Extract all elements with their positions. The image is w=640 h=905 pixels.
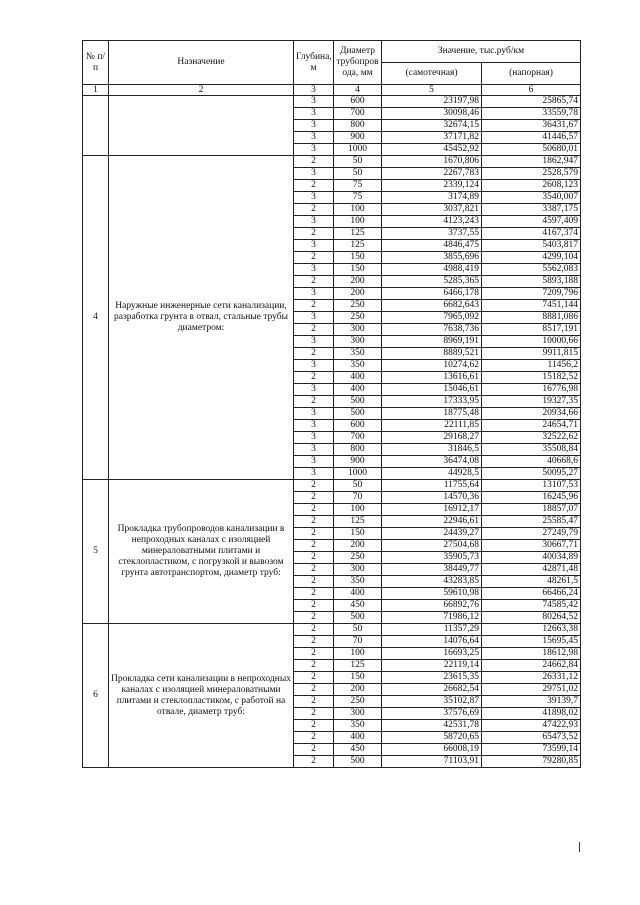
depth-cell: 2 (294, 696, 334, 708)
pressure-value-cell: 12663,38 (482, 624, 581, 636)
depth-cell: 2 (294, 744, 334, 756)
gravity-value-cell: 31846,5 (382, 444, 482, 456)
gravity-value-cell: 42531,78 (382, 720, 482, 732)
depth-cell: 2 (294, 204, 334, 216)
pressure-value-cell: 73599,14 (482, 744, 581, 756)
diameter-cell: 125 (334, 240, 382, 252)
pressure-value-cell: 24654,71 (482, 420, 581, 432)
pressure-value-cell: 50095,27 (482, 468, 581, 480)
depth-cell: 3 (294, 444, 334, 456)
diameter-cell: 400 (334, 384, 382, 396)
gravity-value-cell: 8969,191 (382, 336, 482, 348)
depth-cell: 2 (294, 672, 334, 684)
diameter-cell: 400 (334, 732, 382, 744)
pressure-value-cell: 65473,52 (482, 732, 581, 744)
table-row (83, 96, 581, 108)
pressure-value-cell: 2528,579 (482, 168, 581, 180)
gravity-value-cell: 14076,64 (382, 636, 482, 648)
gravity-value-cell: 3037,821 (382, 204, 482, 216)
depth-cell: 2 (294, 684, 334, 696)
gravity-value-cell: 38449,77 (382, 564, 482, 576)
diameter-cell: 500 (334, 612, 382, 624)
depth-cell: 2 (294, 612, 334, 624)
pressure-value-cell: 41898,02 (482, 708, 581, 720)
gravity-value-cell: 4988,419 (382, 264, 482, 276)
depth-cell: 3 (294, 96, 334, 108)
diameter-cell: 100 (334, 216, 382, 228)
gravity-value-cell: 43283,85 (382, 576, 482, 588)
gravity-value-cell: 37576,69 (382, 708, 482, 720)
section-number (83, 96, 109, 156)
pressure-value-cell: 1862,947 (482, 156, 581, 168)
depth-cell: 2 (294, 300, 334, 312)
pressure-value-cell: 41446,57 (482, 132, 581, 144)
depth-cell: 3 (294, 144, 334, 156)
diameter-cell: 700 (334, 108, 382, 120)
diameter-cell: 50 (334, 480, 382, 492)
pressure-value-cell: 32522,62 (482, 432, 581, 444)
gravity-value-cell: 58720,65 (382, 732, 482, 744)
depth-cell: 2 (294, 492, 334, 504)
pressure-value-cell: 48261,5 (482, 576, 581, 588)
diameter-cell: 350 (334, 720, 382, 732)
diameter-cell: 150 (334, 252, 382, 264)
depth-cell: 3 (294, 456, 334, 468)
gravity-value-cell: 7638,736 (382, 324, 482, 336)
table-body (83, 96, 581, 768)
diameter-cell: 200 (334, 540, 382, 552)
header-number: № п/п (83, 41, 109, 85)
pressure-value-cell: 15182,52 (482, 372, 581, 384)
pressure-value-cell: 18857,07 (482, 504, 581, 516)
gravity-value-cell: 16693,25 (382, 648, 482, 660)
pressure-value-cell: 7209,796 (482, 288, 581, 300)
section-purpose: Наружные инженерные сети канализации, разработка грунта в отвал, стальные трубы диаметром: (109, 156, 294, 480)
diameter-cell: 500 (334, 756, 382, 768)
gravity-value-cell: 35905,73 (382, 552, 482, 564)
depth-cell: 3 (294, 240, 334, 252)
gravity-value-cell: 15046,61 (382, 384, 482, 396)
depth-cell: 3 (294, 264, 334, 276)
diameter-cell: 600 (334, 420, 382, 432)
diameter-cell: 250 (334, 696, 382, 708)
pressure-value-cell: 50680,01 (482, 144, 581, 156)
depth-cell: 2 (294, 348, 334, 360)
depth-cell: 2 (294, 648, 334, 660)
depth-cell: 2 (294, 708, 334, 720)
diameter-cell: 350 (334, 348, 382, 360)
pressure-value-cell: 80264,52 (482, 612, 581, 624)
depth-cell: 2 (294, 576, 334, 588)
gravity-value-cell: 59610,98 (382, 588, 482, 600)
pressure-value-cell: 8881,086 (482, 312, 581, 324)
diameter-cell: 700 (334, 432, 382, 444)
depth-cell: 2 (294, 720, 334, 732)
depth-cell: 2 (294, 276, 334, 288)
depth-cell: 2 (294, 180, 334, 192)
pressure-value-cell: 74585,42 (482, 600, 581, 612)
pressure-value-cell: 26331,12 (482, 672, 581, 684)
section-purpose: Прокладка трубопроводов канализации в непроходных каналах с изоляцией минераловатными плитами и стеклопластиком, с погрузкой и вывозом грунта автотранспортом, диаметр труб: (109, 480, 294, 624)
gravity-value-cell: 66008,19 (382, 744, 482, 756)
gravity-value-cell: 14570,36 (382, 492, 482, 504)
header-value: Значение, тыс.руб/км (382, 41, 581, 63)
table-row (83, 480, 581, 492)
depth-cell: 3 (294, 432, 334, 444)
section-purpose: Прокладка сети канализации в непроходных каналах с изоляцией минераловатными плитами и стеклопластиком, с работой на отвале, диаметр труб: (109, 624, 294, 768)
gravity-value-cell: 71986,12 (382, 612, 482, 624)
diameter-cell: 900 (334, 456, 382, 468)
depth-cell: 2 (294, 588, 334, 600)
pressure-value-cell: 4299,104 (482, 252, 581, 264)
column-index: 3 (294, 85, 334, 96)
depth-cell: 2 (294, 732, 334, 744)
column-index-row (83, 85, 581, 96)
pressure-value-cell: 15695,45 (482, 636, 581, 648)
depth-cell: 3 (294, 168, 334, 180)
diameter-cell: 450 (334, 744, 382, 756)
column-index: 6 (482, 85, 581, 96)
diameter-cell: 200 (334, 288, 382, 300)
depth-cell: 2 (294, 528, 334, 540)
depth-cell: 3 (294, 420, 334, 432)
pressure-value-cell: 3540,007 (482, 192, 581, 204)
diameter-cell: 200 (334, 276, 382, 288)
gravity-value-cell: 17333,95 (382, 396, 482, 408)
gravity-value-cell: 45452,92 (382, 144, 482, 156)
diameter-cell: 1000 (334, 468, 382, 480)
pressure-value-cell: 8517,191 (482, 324, 581, 336)
section-number: 4 (83, 156, 109, 480)
table-row (83, 156, 581, 168)
pressure-value-cell: 16245,96 (482, 492, 581, 504)
pressure-value-cell: 16776,98 (482, 384, 581, 396)
gravity-value-cell: 44928,5 (382, 468, 482, 480)
depth-cell: 3 (294, 132, 334, 144)
pressure-value-cell: 4167,374 (482, 228, 581, 240)
gravity-value-cell: 3855,696 (382, 252, 482, 264)
gravity-value-cell: 22946,61 (382, 516, 482, 528)
diameter-cell: 200 (334, 684, 382, 696)
pressure-value-cell: 33559,78 (482, 108, 581, 120)
diameter-cell: 75 (334, 180, 382, 192)
header-diameter: Диаметр трубопров ода, мм (334, 41, 382, 85)
gravity-value-cell: 23197,98 (382, 96, 482, 108)
depth-cell: 2 (294, 372, 334, 384)
gravity-value-cell: 32674,15 (382, 120, 482, 132)
gravity-value-cell: 66892,76 (382, 600, 482, 612)
diameter-cell: 150 (334, 672, 382, 684)
pressure-value-cell: 2608,123 (482, 180, 581, 192)
diameter-cell: 400 (334, 588, 382, 600)
depth-cell: 2 (294, 252, 334, 264)
header-gravity: (самотечная) (382, 63, 482, 85)
gravity-value-cell: 18775,48 (382, 408, 482, 420)
depth-cell: 3 (294, 360, 334, 372)
gravity-value-cell: 35102,87 (382, 696, 482, 708)
pressure-value-cell: 42871,48 (482, 564, 581, 576)
section-number: 5 (83, 480, 109, 624)
depth-cell: 2 (294, 624, 334, 636)
depth-cell: 2 (294, 480, 334, 492)
diameter-cell: 400 (334, 372, 382, 384)
depth-cell: 3 (294, 120, 334, 132)
pressure-value-cell: 39139,7 (482, 696, 581, 708)
gravity-value-cell: 5285,365 (382, 276, 482, 288)
header-purpose: Назначение (109, 41, 294, 85)
gravity-value-cell: 22111,85 (382, 420, 482, 432)
pressure-value-cell: 13107,53 (482, 480, 581, 492)
diameter-cell: 50 (334, 156, 382, 168)
pressure-value-cell: 25865,74 (482, 96, 581, 108)
depth-cell: 3 (294, 468, 334, 480)
depth-cell: 2 (294, 324, 334, 336)
pressure-value-cell: 4597,409 (482, 216, 581, 228)
gravity-value-cell: 4846,475 (382, 240, 482, 252)
depth-cell: 2 (294, 564, 334, 576)
diameter-cell: 100 (334, 204, 382, 216)
depth-cell: 3 (294, 408, 334, 420)
diameter-cell: 900 (334, 132, 382, 144)
gravity-value-cell: 71103,91 (382, 756, 482, 768)
section-purpose (109, 96, 294, 156)
header-pressure: (напорная) (482, 63, 581, 85)
pressure-value-cell: 18612,98 (482, 648, 581, 660)
gravity-value-cell: 11357,29 (382, 624, 482, 636)
diameter-cell: 500 (334, 396, 382, 408)
diameter-cell: 250 (334, 552, 382, 564)
diameter-cell: 150 (334, 528, 382, 540)
pressure-value-cell: 27249,79 (482, 528, 581, 540)
pressure-value-cell: 7451,144 (482, 300, 581, 312)
column-index: 2 (109, 85, 294, 96)
pressure-value-cell: 5403,817 (482, 240, 581, 252)
diameter-cell: 600 (334, 96, 382, 108)
diameter-cell: 125 (334, 660, 382, 672)
pressure-value-cell: 25585,47 (482, 516, 581, 528)
depth-cell: 3 (294, 384, 334, 396)
table-row (83, 624, 581, 636)
diameter-cell: 100 (334, 648, 382, 660)
pressure-value-cell: 10000,66 (482, 336, 581, 348)
diameter-cell: 125 (334, 516, 382, 528)
header-depth: Глубина, м (294, 41, 334, 85)
pressure-value-cell: 36431,67 (482, 120, 581, 132)
gravity-value-cell: 4123,243 (382, 216, 482, 228)
diameter-cell: 50 (334, 624, 382, 636)
gravity-value-cell: 10274,62 (382, 360, 482, 372)
depth-cell: 2 (294, 660, 334, 672)
diameter-cell: 250 (334, 312, 382, 324)
depth-cell: 2 (294, 156, 334, 168)
depth-cell: 2 (294, 396, 334, 408)
pressure-value-cell: 11456,2 (482, 360, 581, 372)
diameter-cell: 300 (334, 708, 382, 720)
diameter-cell: 150 (334, 264, 382, 276)
diameter-cell: 125 (334, 228, 382, 240)
margin-mark (579, 842, 580, 852)
diameter-cell: 70 (334, 492, 382, 504)
diameter-cell: 300 (334, 336, 382, 348)
diameter-cell: 75 (334, 192, 382, 204)
diameter-cell: 350 (334, 360, 382, 372)
gravity-value-cell: 6682,643 (382, 300, 482, 312)
pressure-value-cell: 29751,02 (482, 684, 581, 696)
depth-cell: 2 (294, 228, 334, 240)
pressure-value-cell: 40034,89 (482, 552, 581, 564)
gravity-value-cell: 3737,55 (382, 228, 482, 240)
depth-cell: 3 (294, 288, 334, 300)
gravity-value-cell: 7965,092 (382, 312, 482, 324)
pressure-value-cell: 5893,188 (482, 276, 581, 288)
depth-cell: 3 (294, 336, 334, 348)
gravity-value-cell: 6466,178 (382, 288, 482, 300)
gravity-value-cell: 2339,124 (382, 180, 482, 192)
gravity-value-cell: 22119,14 (382, 660, 482, 672)
depth-cell: 2 (294, 636, 334, 648)
gravity-value-cell: 24439,27 (382, 528, 482, 540)
diameter-cell: 450 (334, 600, 382, 612)
pressure-value-cell: 47422,93 (482, 720, 581, 732)
diameter-cell: 500 (334, 408, 382, 420)
depth-cell: 2 (294, 756, 334, 768)
gravity-value-cell: 37171,82 (382, 132, 482, 144)
diameter-cell: 800 (334, 444, 382, 456)
diameter-cell: 100 (334, 504, 382, 516)
pressure-value-cell: 40668,6 (482, 456, 581, 468)
gravity-value-cell: 36474,08 (382, 456, 482, 468)
depth-cell: 2 (294, 552, 334, 564)
gravity-value-cell: 23615,35 (382, 672, 482, 684)
diameter-cell: 70 (334, 636, 382, 648)
depth-cell: 2 (294, 600, 334, 612)
column-index: 5 (382, 85, 482, 96)
gravity-value-cell: 27504,68 (382, 540, 482, 552)
gravity-value-cell: 29168,27 (382, 432, 482, 444)
depth-cell: 3 (294, 108, 334, 120)
pressure-value-cell: 24662,84 (482, 660, 581, 672)
depth-cell: 3 (294, 216, 334, 228)
depth-cell: 2 (294, 516, 334, 528)
diameter-cell: 250 (334, 300, 382, 312)
gravity-value-cell: 3174,89 (382, 192, 482, 204)
pressure-value-cell: 5562,083 (482, 264, 581, 276)
gravity-value-cell: 1670,806 (382, 156, 482, 168)
column-index: 1 (83, 85, 109, 96)
depth-cell: 2 (294, 540, 334, 552)
table-header (83, 41, 581, 96)
gravity-value-cell: 11755,64 (382, 480, 482, 492)
pressure-value-cell: 79280,85 (482, 756, 581, 768)
gravity-value-cell: 26682,54 (382, 684, 482, 696)
pressure-value-cell: 3387,175 (482, 204, 581, 216)
pressure-value-cell: 9911,815 (482, 348, 581, 360)
gravity-value-cell: 8889,521 (382, 348, 482, 360)
gravity-value-cell: 13616,61 (382, 372, 482, 384)
diameter-cell: 350 (334, 576, 382, 588)
diameter-cell: 800 (334, 120, 382, 132)
diameter-cell: 50 (334, 168, 382, 180)
pressure-value-cell: 66466,24 (482, 588, 581, 600)
tariff-table (82, 40, 581, 768)
section-number: 6 (83, 624, 109, 768)
pressure-value-cell: 30667,71 (482, 540, 581, 552)
diameter-cell: 1000 (334, 144, 382, 156)
pressure-value-cell: 20934,66 (482, 408, 581, 420)
gravity-value-cell: 16912,17 (382, 504, 482, 516)
diameter-cell: 300 (334, 324, 382, 336)
gravity-value-cell: 30098,46 (382, 108, 482, 120)
diameter-cell: 300 (334, 564, 382, 576)
depth-cell: 3 (294, 192, 334, 204)
pressure-value-cell: 19327,35 (482, 396, 581, 408)
gravity-value-cell: 2267,783 (382, 168, 482, 180)
depth-cell: 2 (294, 504, 334, 516)
column-index: 4 (334, 85, 382, 96)
pressure-value-cell: 35508,84 (482, 444, 581, 456)
depth-cell: 3 (294, 312, 334, 324)
